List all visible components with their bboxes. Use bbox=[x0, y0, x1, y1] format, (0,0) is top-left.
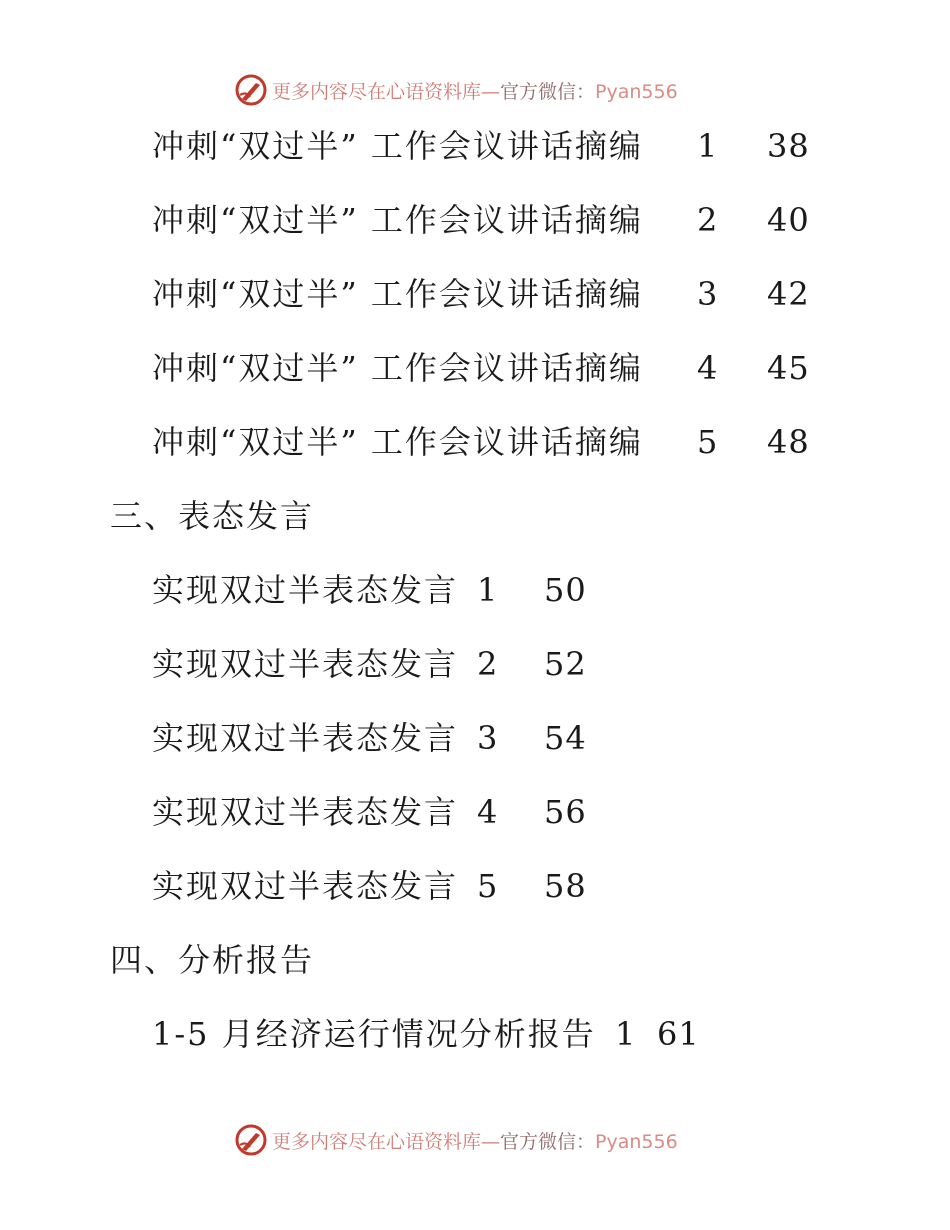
pen-logo-icon bbox=[234, 1123, 268, 1157]
toc-entry: 实现双过半表态发言 3 54 bbox=[152, 719, 587, 757]
watermark-text: 更多内容尽在心语资料库—官方微信：Pyan556 bbox=[272, 80, 678, 103]
toc-entry: 实现双过半表态发言 5 58 bbox=[152, 867, 587, 905]
header-watermark bbox=[234, 72, 678, 108]
toc-entry: 实现双过半表态发言 2 52 bbox=[152, 645, 587, 683]
footer-watermark bbox=[234, 1122, 678, 1158]
toc-entry: 冲刺“双过半” 工作会议讲话摘编 3 42 bbox=[152, 275, 810, 313]
toc-entry: 冲刺“双过半” 工作会议讲话摘编 4 45 bbox=[152, 349, 810, 387]
section-heading: 四、分析报告 bbox=[110, 941, 315, 979]
toc-entry: 冲刺“双过半” 工作会议讲话摘编 1 38 bbox=[152, 127, 810, 165]
section-heading: 三、表态发言 bbox=[110, 497, 315, 535]
toc-entry: 冲刺“双过半” 工作会议讲话摘编 2 40 bbox=[152, 201, 810, 239]
toc-entry: 1-5 月经济运行情况分析报告 1 61 bbox=[152, 1015, 700, 1053]
pen-logo-icon bbox=[234, 73, 268, 107]
toc-entry: 实现双过半表态发言 4 56 bbox=[152, 793, 587, 831]
toc-entry: 冲刺“双过半” 工作会议讲话摘编 5 48 bbox=[152, 423, 810, 461]
toc-entry: 实现双过半表态发言 1 50 bbox=[152, 571, 587, 609]
watermark-text: 更多内容尽在心语资料库—官方微信：Pyan556 bbox=[272, 1130, 678, 1153]
